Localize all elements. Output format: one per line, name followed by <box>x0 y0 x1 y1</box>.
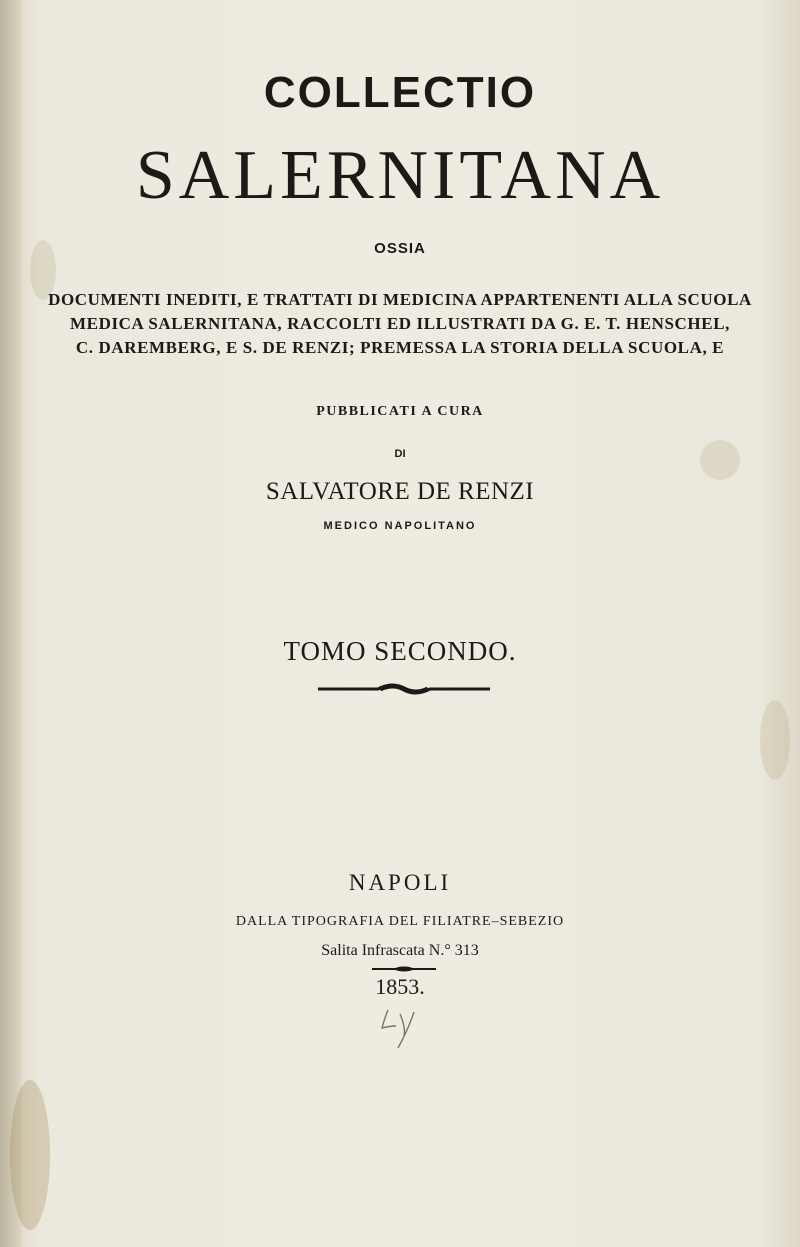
di-label: DI <box>394 448 406 460</box>
imprint-printer: DALLA TIPOGRAFIA DEL FILIATRE–SEBEZIO <box>235 914 565 929</box>
author-name: SALVATORE DE RENZI <box>265 478 535 505</box>
ornamental-rule <box>318 683 490 695</box>
title-line-2: SALERNITANA <box>135 137 665 214</box>
title-line-1: COLLECTIO <box>263 68 537 117</box>
ossia-label: OSSIA <box>374 240 426 257</box>
age-stain <box>700 440 740 480</box>
small-ornamental-rule <box>372 966 436 972</box>
imprint-year: 1853. <box>375 974 425 999</box>
age-stain <box>760 700 790 780</box>
imprint-city: NAPOLI <box>348 870 452 895</box>
description-line-2: MEDICA SALERNITANA, RACCOLTI ED ILLUSTRATI DA G. E. T. HENSCHEL, <box>70 314 730 333</box>
description-line-1: DOCUMENTI INEDITI, E TRATTATI DI MEDICINA APPARTENENTI ALLA SCUOLA <box>48 290 752 309</box>
age-stain <box>10 1080 50 1230</box>
publication-label: PUBBLICATI A CURA <box>316 404 484 419</box>
volume-label: TOMO SECONDO. <box>283 636 517 666</box>
handwritten-mark <box>370 1000 430 1050</box>
description-line-3: C. DAREMBERG, E S. DE RENZI; PREMESSA LA STORIA DELLA SCUOLA, E <box>75 338 725 357</box>
author-title: MEDICO NAPOLITANO <box>323 520 477 532</box>
imprint-address: Salita Infrascata N.° 313 <box>321 942 479 959</box>
